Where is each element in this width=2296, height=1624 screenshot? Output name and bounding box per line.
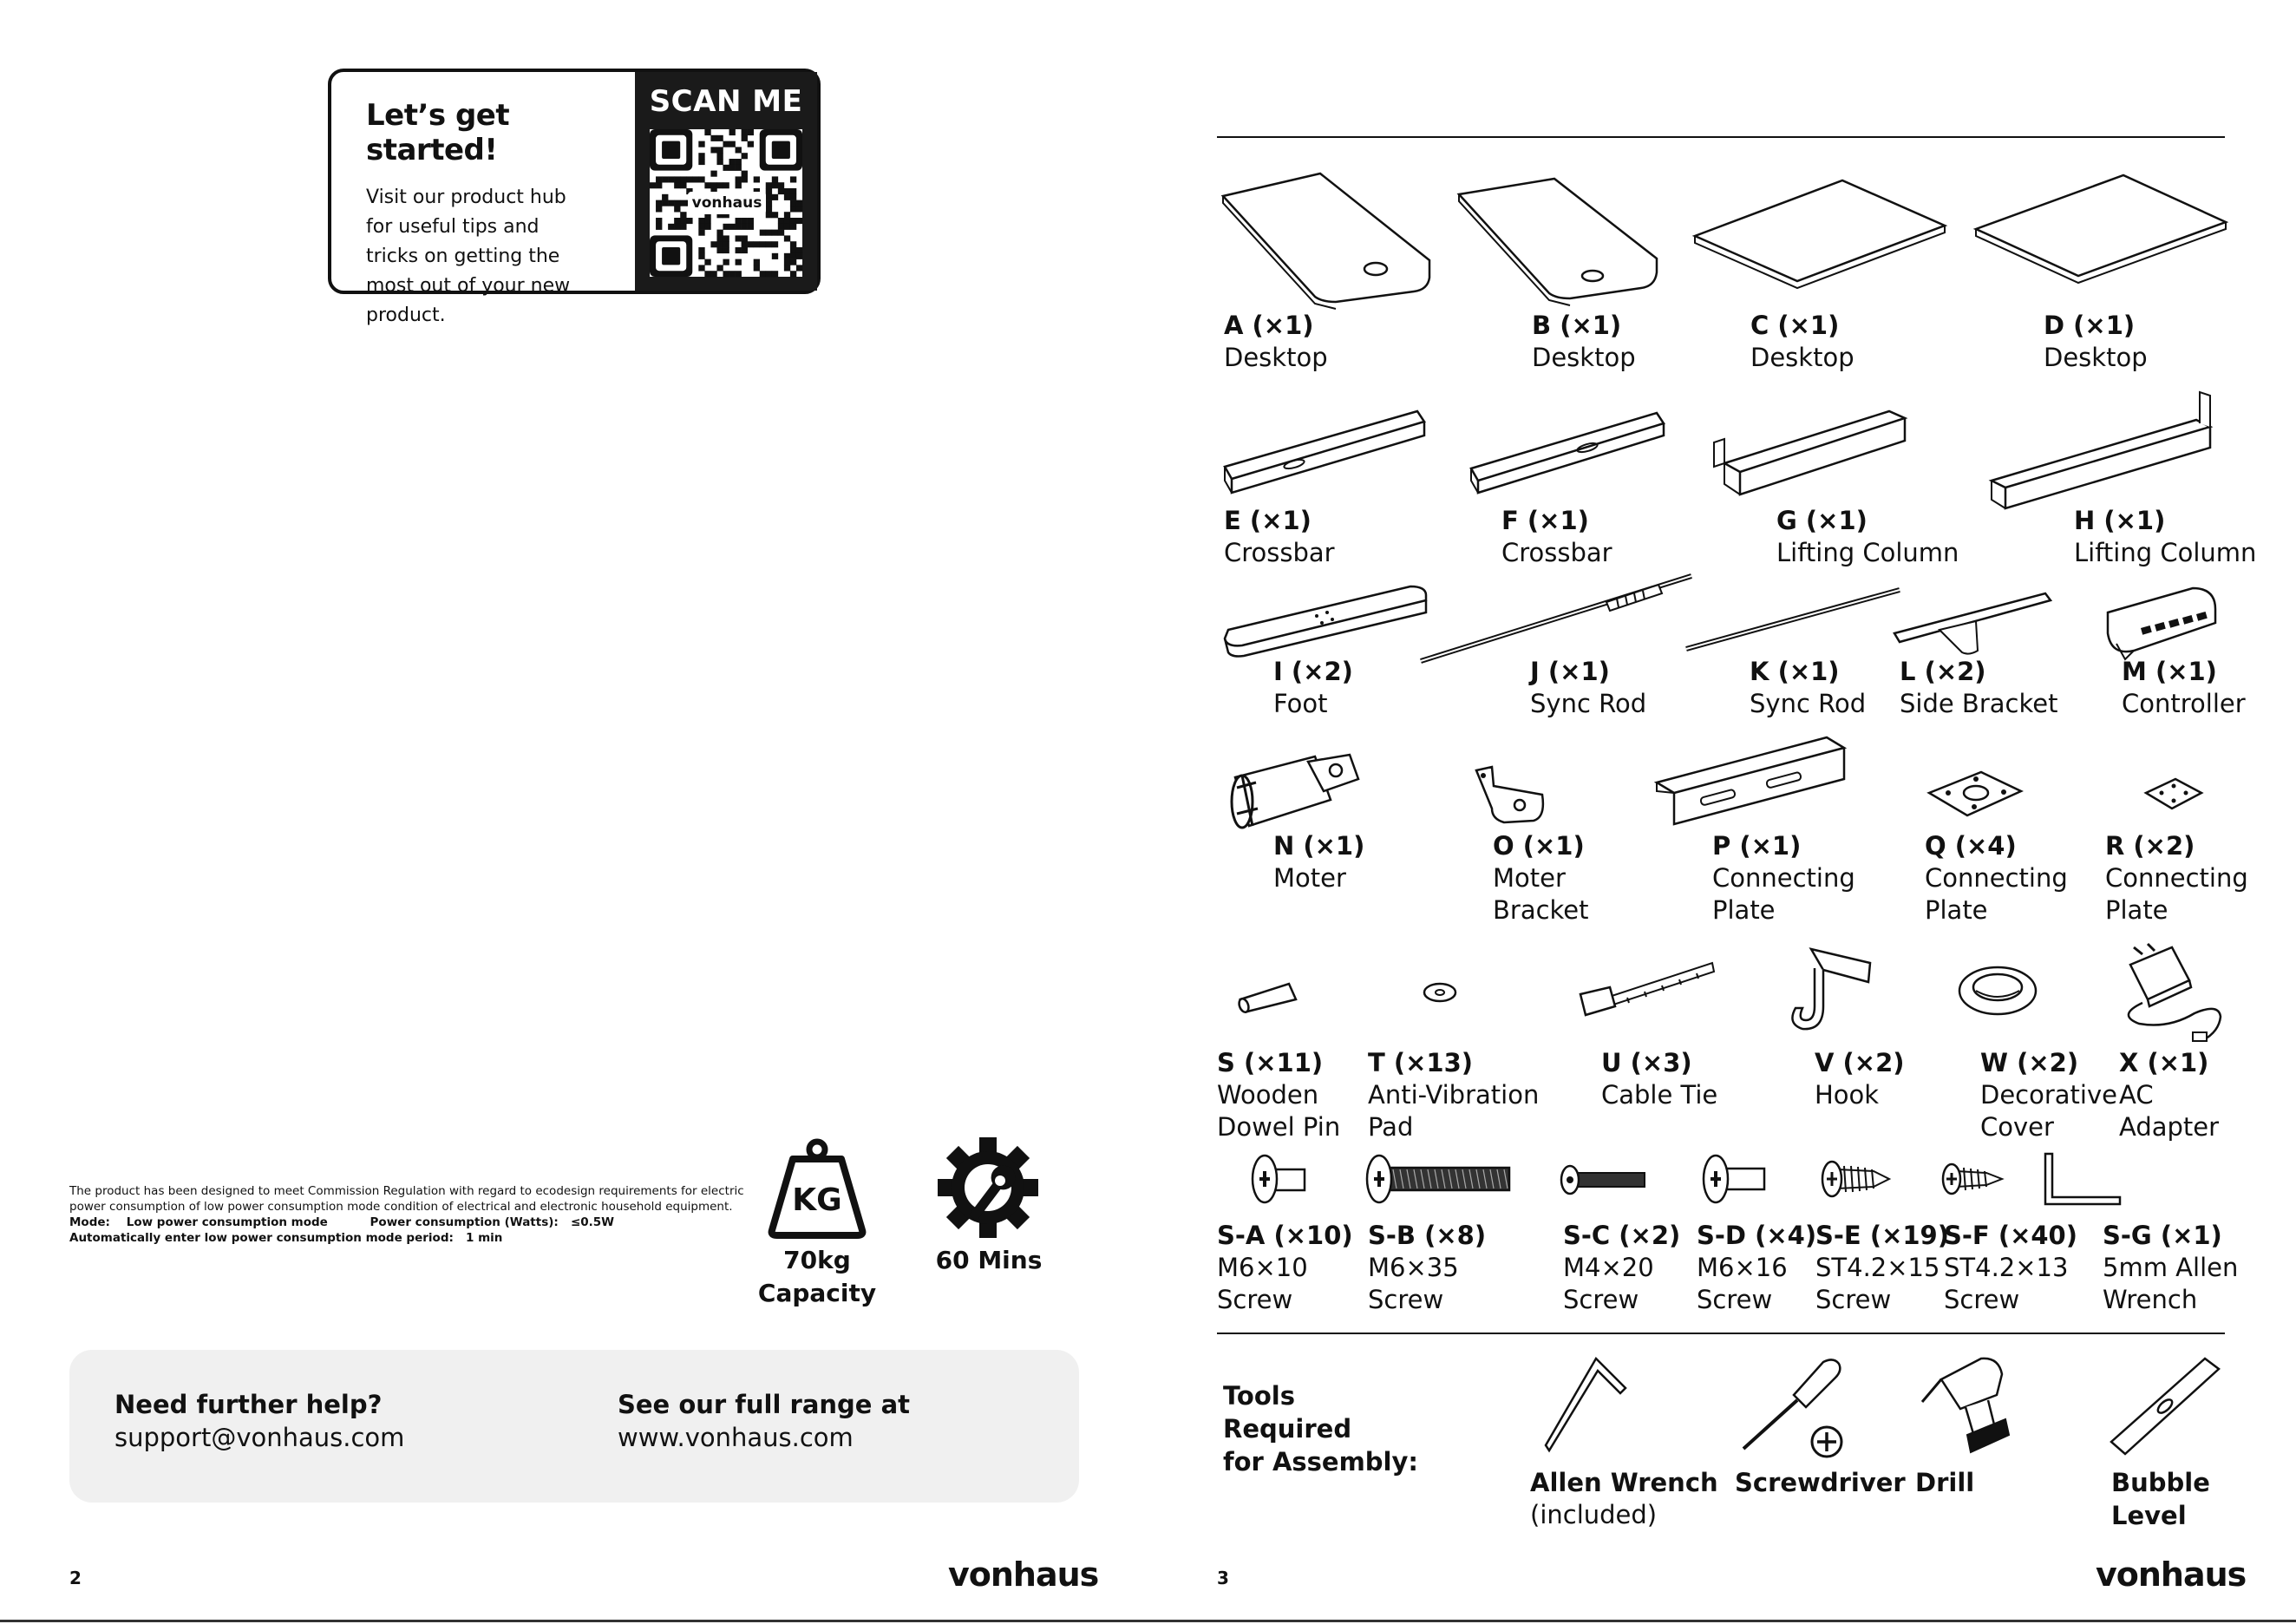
compliance-note (69, 1183, 763, 1246)
part-code: V (×2) (1815, 1048, 1905, 1077)
part-code: N (×1) (1273, 831, 1365, 861)
part-item (1750, 309, 1854, 374)
part-item (1368, 1219, 1486, 1316)
scan-label: SCAN ME (649, 84, 803, 119)
bottom-edge-line (0, 1620, 2296, 1622)
part-name: M6×35 (1368, 1253, 1459, 1282)
screwdriver-tool-icon (1737, 1357, 1844, 1459)
part-item (2103, 1219, 2238, 1316)
part-code: L (×2) (1900, 657, 1986, 686)
part-item (1815, 1219, 1949, 1316)
screw-s-f-illustration (1939, 1162, 2004, 1195)
part-code: S (×11) (1217, 1048, 1324, 1077)
part-name: ST4.2×15 (1815, 1253, 1940, 1282)
connecting-plate-r-illustration (2144, 777, 2203, 812)
part-name: Screw (1944, 1285, 2020, 1314)
hook-illustration (1785, 946, 1874, 1038)
dowel-pin-illustration (1232, 980, 1301, 1012)
start-title: Let’s get started! (366, 98, 510, 167)
desktop-c-illustration (1693, 179, 1946, 286)
part-code: M (×1) (2122, 657, 2217, 686)
part-code: C (×1) (1750, 311, 1840, 340)
range-block (618, 1388, 910, 1454)
part-name: Adapter (2119, 1112, 2220, 1142)
part-name: Desktop (1532, 343, 1636, 372)
part-code: P (×1) (1712, 831, 1802, 861)
part-code: S-B (×8) (1368, 1221, 1487, 1250)
tool-allen-wrench-label: Allen Wrench (1530, 1468, 1718, 1497)
tool-allen-wrench-note: (included) (1530, 1500, 1658, 1529)
part-name: Foot (1273, 689, 1328, 718)
lifting-column-h-illustration (1988, 390, 2222, 510)
anti-vibration-pad-illustration (1423, 982, 1457, 1005)
brand-logo-right: vonhaus (2096, 1555, 2247, 1594)
part-name: Plate (1712, 895, 1776, 925)
part-item (1273, 829, 1364, 894)
part-name: M6×10 (1217, 1253, 1308, 1282)
part-name: Screw (1815, 1285, 1892, 1314)
mode-label: Mode: (69, 1215, 110, 1229)
motor-illustration (1228, 753, 1360, 831)
part-name: Side Bracket (1900, 689, 2058, 718)
part-item (1224, 309, 1328, 374)
part-item (1925, 829, 2068, 927)
part-code: W (×2) (1980, 1048, 2079, 1077)
part-item (2044, 309, 2148, 374)
part-name: Connecting (1925, 863, 2068, 893)
part-code: A (×1) (1224, 311, 1314, 340)
part-code: I (×2) (1273, 657, 1353, 686)
crossbar-f-illustration (1468, 411, 1664, 493)
tool-allen-wrench (1530, 1466, 1718, 1531)
tools-heading-line-2: for Assembly: (1223, 1447, 1418, 1477)
decorative-cover-illustration (1957, 965, 2038, 1018)
support-block (114, 1388, 404, 1454)
page-number-left: 2 (69, 1568, 82, 1588)
scan-panel[interactable] (635, 72, 817, 291)
part-name: Controller (2122, 689, 2246, 718)
screw-s-c-illustration (1556, 1164, 1646, 1195)
part-item (1493, 829, 1589, 927)
part-item (1697, 1219, 1816, 1316)
start-card (328, 69, 821, 326)
part-name: Desktop (1750, 343, 1854, 372)
part-name: Plate (2105, 895, 2168, 925)
tools-rule (1217, 1333, 2225, 1334)
drill-tool-icon (1919, 1357, 2011, 1454)
part-name: Screw (1217, 1285, 1293, 1314)
compliance-mode-row (69, 1215, 763, 1230)
brand-logo-left: vonhaus (948, 1555, 1099, 1594)
part-name: Sync Rod (1750, 689, 1867, 718)
part-code: S-G (×1) (2103, 1221, 2222, 1250)
part-code: F (×1) (1501, 506, 1589, 535)
connecting-plate-p-illustration (1653, 736, 1846, 826)
part-item (1224, 504, 1335, 569)
part-name: Crossbar (1224, 538, 1335, 567)
motor-bracket-illustration (1473, 765, 1546, 826)
crossbar-e-illustration (1221, 409, 1424, 493)
part-name: M6×16 (1697, 1253, 1788, 1282)
part-item (1563, 1219, 1680, 1316)
qr-code[interactable] (650, 129, 802, 277)
part-name: Screw (1697, 1285, 1773, 1314)
controller-illustration (2103, 586, 2221, 661)
start-body: Visit our product hub for useful tips and tricks on getting the most out of your new product. (366, 187, 571, 326)
part-code: K (×1) (1750, 657, 1840, 686)
support-email[interactable]: support@vonhaus.com (114, 1423, 405, 1452)
tool-bubble-level (2111, 1466, 2210, 1532)
part-name: Pad (1368, 1112, 1414, 1142)
part-code: G (×1) (1776, 506, 1868, 535)
sync-rod-j-illustration (1417, 573, 1697, 666)
support-heading: Need further help? (114, 1390, 383, 1419)
help-panel (69, 1350, 1079, 1503)
power-value: ≤0.5W (570, 1215, 615, 1229)
bubble-level-tool-icon (2108, 1355, 2222, 1459)
part-item (1815, 1046, 1905, 1111)
part-name: Lifting Column (1776, 538, 1959, 567)
part-name: Dowel Pin (1217, 1112, 1341, 1142)
part-item (1601, 1046, 1717, 1111)
part-code: S-D (×4) (1697, 1221, 1817, 1250)
part-item (1501, 504, 1612, 569)
desktop-d-illustration (1974, 174, 2227, 283)
part-code: Q (×4) (1925, 831, 2017, 861)
part-name: Moter (1273, 863, 1346, 893)
part-name: Lifting Column (2074, 538, 2257, 567)
ac-adapter-illustration (2116, 942, 2229, 1046)
part-name: Plate (1925, 895, 1988, 925)
tools-heading (1223, 1379, 1431, 1478)
part-name: Anti-Vibration (1368, 1080, 1540, 1110)
desktop-a-illustration (1221, 172, 1429, 304)
top-rule (1217, 136, 2225, 138)
side-bracket-illustration (1893, 590, 2054, 656)
connecting-plate-q-illustration (1926, 769, 2023, 819)
range-heading: See our full range at (618, 1390, 910, 1419)
part-item (2122, 655, 2246, 720)
capacity-label (755, 1244, 880, 1310)
capacity-value: 70kg (783, 1246, 851, 1274)
tools-heading-line-1: Tools Required (1223, 1381, 1352, 1444)
start-text (331, 72, 635, 326)
part-name: Wooden (1217, 1080, 1319, 1110)
screw-s-a-illustration (1242, 1154, 1312, 1204)
weight-badge: KG (792, 1182, 842, 1218)
part-item (1776, 504, 1959, 569)
compliance-line-1: The product has been designed to meet Commission Regulation with regard to ecodesign requirements for electric (69, 1184, 744, 1198)
weight-kg-icon (767, 1138, 867, 1239)
part-code: U (×3) (1601, 1048, 1692, 1077)
mode-value: Low power consumption mode (126, 1215, 328, 1229)
part-name: Moter (1493, 863, 1566, 893)
lifting-column-g-illustration (1712, 409, 1905, 496)
part-item (2119, 1046, 2219, 1143)
part-code: D (×1) (2044, 311, 2136, 340)
part-code: J (×1) (1530, 657, 1610, 686)
part-name: Screw (1563, 1285, 1639, 1314)
screw-s-d-illustration (1693, 1154, 1766, 1204)
part-name: Screw (1368, 1285, 1444, 1314)
part-code: X (×1) (2119, 1048, 2209, 1077)
part-name: Connecting (1712, 863, 1855, 893)
screw-s-e-illustration (1818, 1159, 1891, 1199)
tool-screwdriver-label: Screwdriver (1735, 1468, 1906, 1497)
part-item (2074, 504, 2256, 569)
part-name: Decorative (1980, 1080, 2117, 1110)
auto-label: Automatically enter low power consumption mode period: (69, 1231, 454, 1245)
part-code: H (×1) (2074, 506, 2166, 535)
allen-wrench-tool-icon (1544, 1357, 1627, 1457)
tool-drill-label: Drill (1915, 1468, 1975, 1497)
foot-illustration (1221, 583, 1429, 658)
tool-bubble-level-line-1: Bubble (2111, 1468, 2210, 1497)
part-code: S-C (×2) (1563, 1221, 1681, 1250)
part-code: O (×1) (1493, 831, 1585, 861)
part-item (1273, 655, 1353, 720)
part-code: E (×1) (1224, 506, 1312, 535)
part-name: Crossbar (1501, 538, 1612, 567)
part-item (1532, 309, 1636, 374)
part-item (1368, 1046, 1539, 1143)
part-item (1980, 1046, 2117, 1143)
qr-brand: vonhaus (688, 192, 766, 214)
part-name: Desktop (2044, 343, 2148, 372)
part-name: Cable Tie (1601, 1080, 1718, 1110)
part-code: S-A (×10) (1217, 1221, 1353, 1250)
tool-bubble-level-line-2: Level (2111, 1501, 2187, 1530)
part-name: Bracket (1493, 895, 1589, 925)
part-name: 5mm Allen (2103, 1253, 2239, 1282)
part-name: Cover (1980, 1112, 2054, 1142)
time-label: 60 Mins (935, 1246, 1043, 1274)
range-url[interactable]: www.vonhaus.com (618, 1423, 854, 1452)
screw-s-b-illustration (1358, 1154, 1511, 1204)
power-label: Power consumption (Watts): (370, 1215, 559, 1229)
part-name: M4×20 (1563, 1253, 1654, 1282)
part-item (1750, 655, 1866, 720)
part-item (2105, 829, 2248, 927)
gear-wrench-icon (937, 1136, 1039, 1239)
part-name: AC (2119, 1080, 2154, 1110)
allen-wrench-part-illustration (2042, 1150, 2122, 1208)
auto-value: 1 min (466, 1231, 503, 1245)
part-code: R (×2) (2105, 831, 2195, 861)
part-item (1944, 1219, 2077, 1316)
part-code: S-E (×19) (1815, 1221, 1949, 1250)
part-code: S-F (×40) (1944, 1221, 2077, 1250)
capacity-text: Capacity (757, 1279, 877, 1307)
desktop-b-illustration (1457, 177, 1657, 307)
part-code: B (×1) (1532, 311, 1622, 340)
part-name: Wrench (2103, 1285, 2198, 1314)
part-name: Hook (1815, 1080, 1880, 1110)
compliance-line-2: power consumption of low power consumption mode condition of electrical and electronic household equipment. (69, 1200, 733, 1214)
part-name: Connecting (2105, 863, 2248, 893)
cable-tie-illustration (1575, 961, 1716, 1017)
part-name: Sync Rod (1530, 689, 1647, 718)
page-number-right: 3 (1217, 1568, 1229, 1588)
part-code: T (×13) (1368, 1048, 1474, 1077)
part-name: Desktop (1224, 343, 1328, 372)
part-item (1900, 655, 2057, 720)
sync-rod-k-illustration (1683, 586, 1903, 654)
part-name: ST4.2×13 (1944, 1253, 2069, 1282)
part-item (1712, 829, 1855, 927)
part-item (1217, 1219, 1353, 1316)
part-item (1217, 1046, 1340, 1143)
compliance-auto-row (69, 1230, 763, 1246)
